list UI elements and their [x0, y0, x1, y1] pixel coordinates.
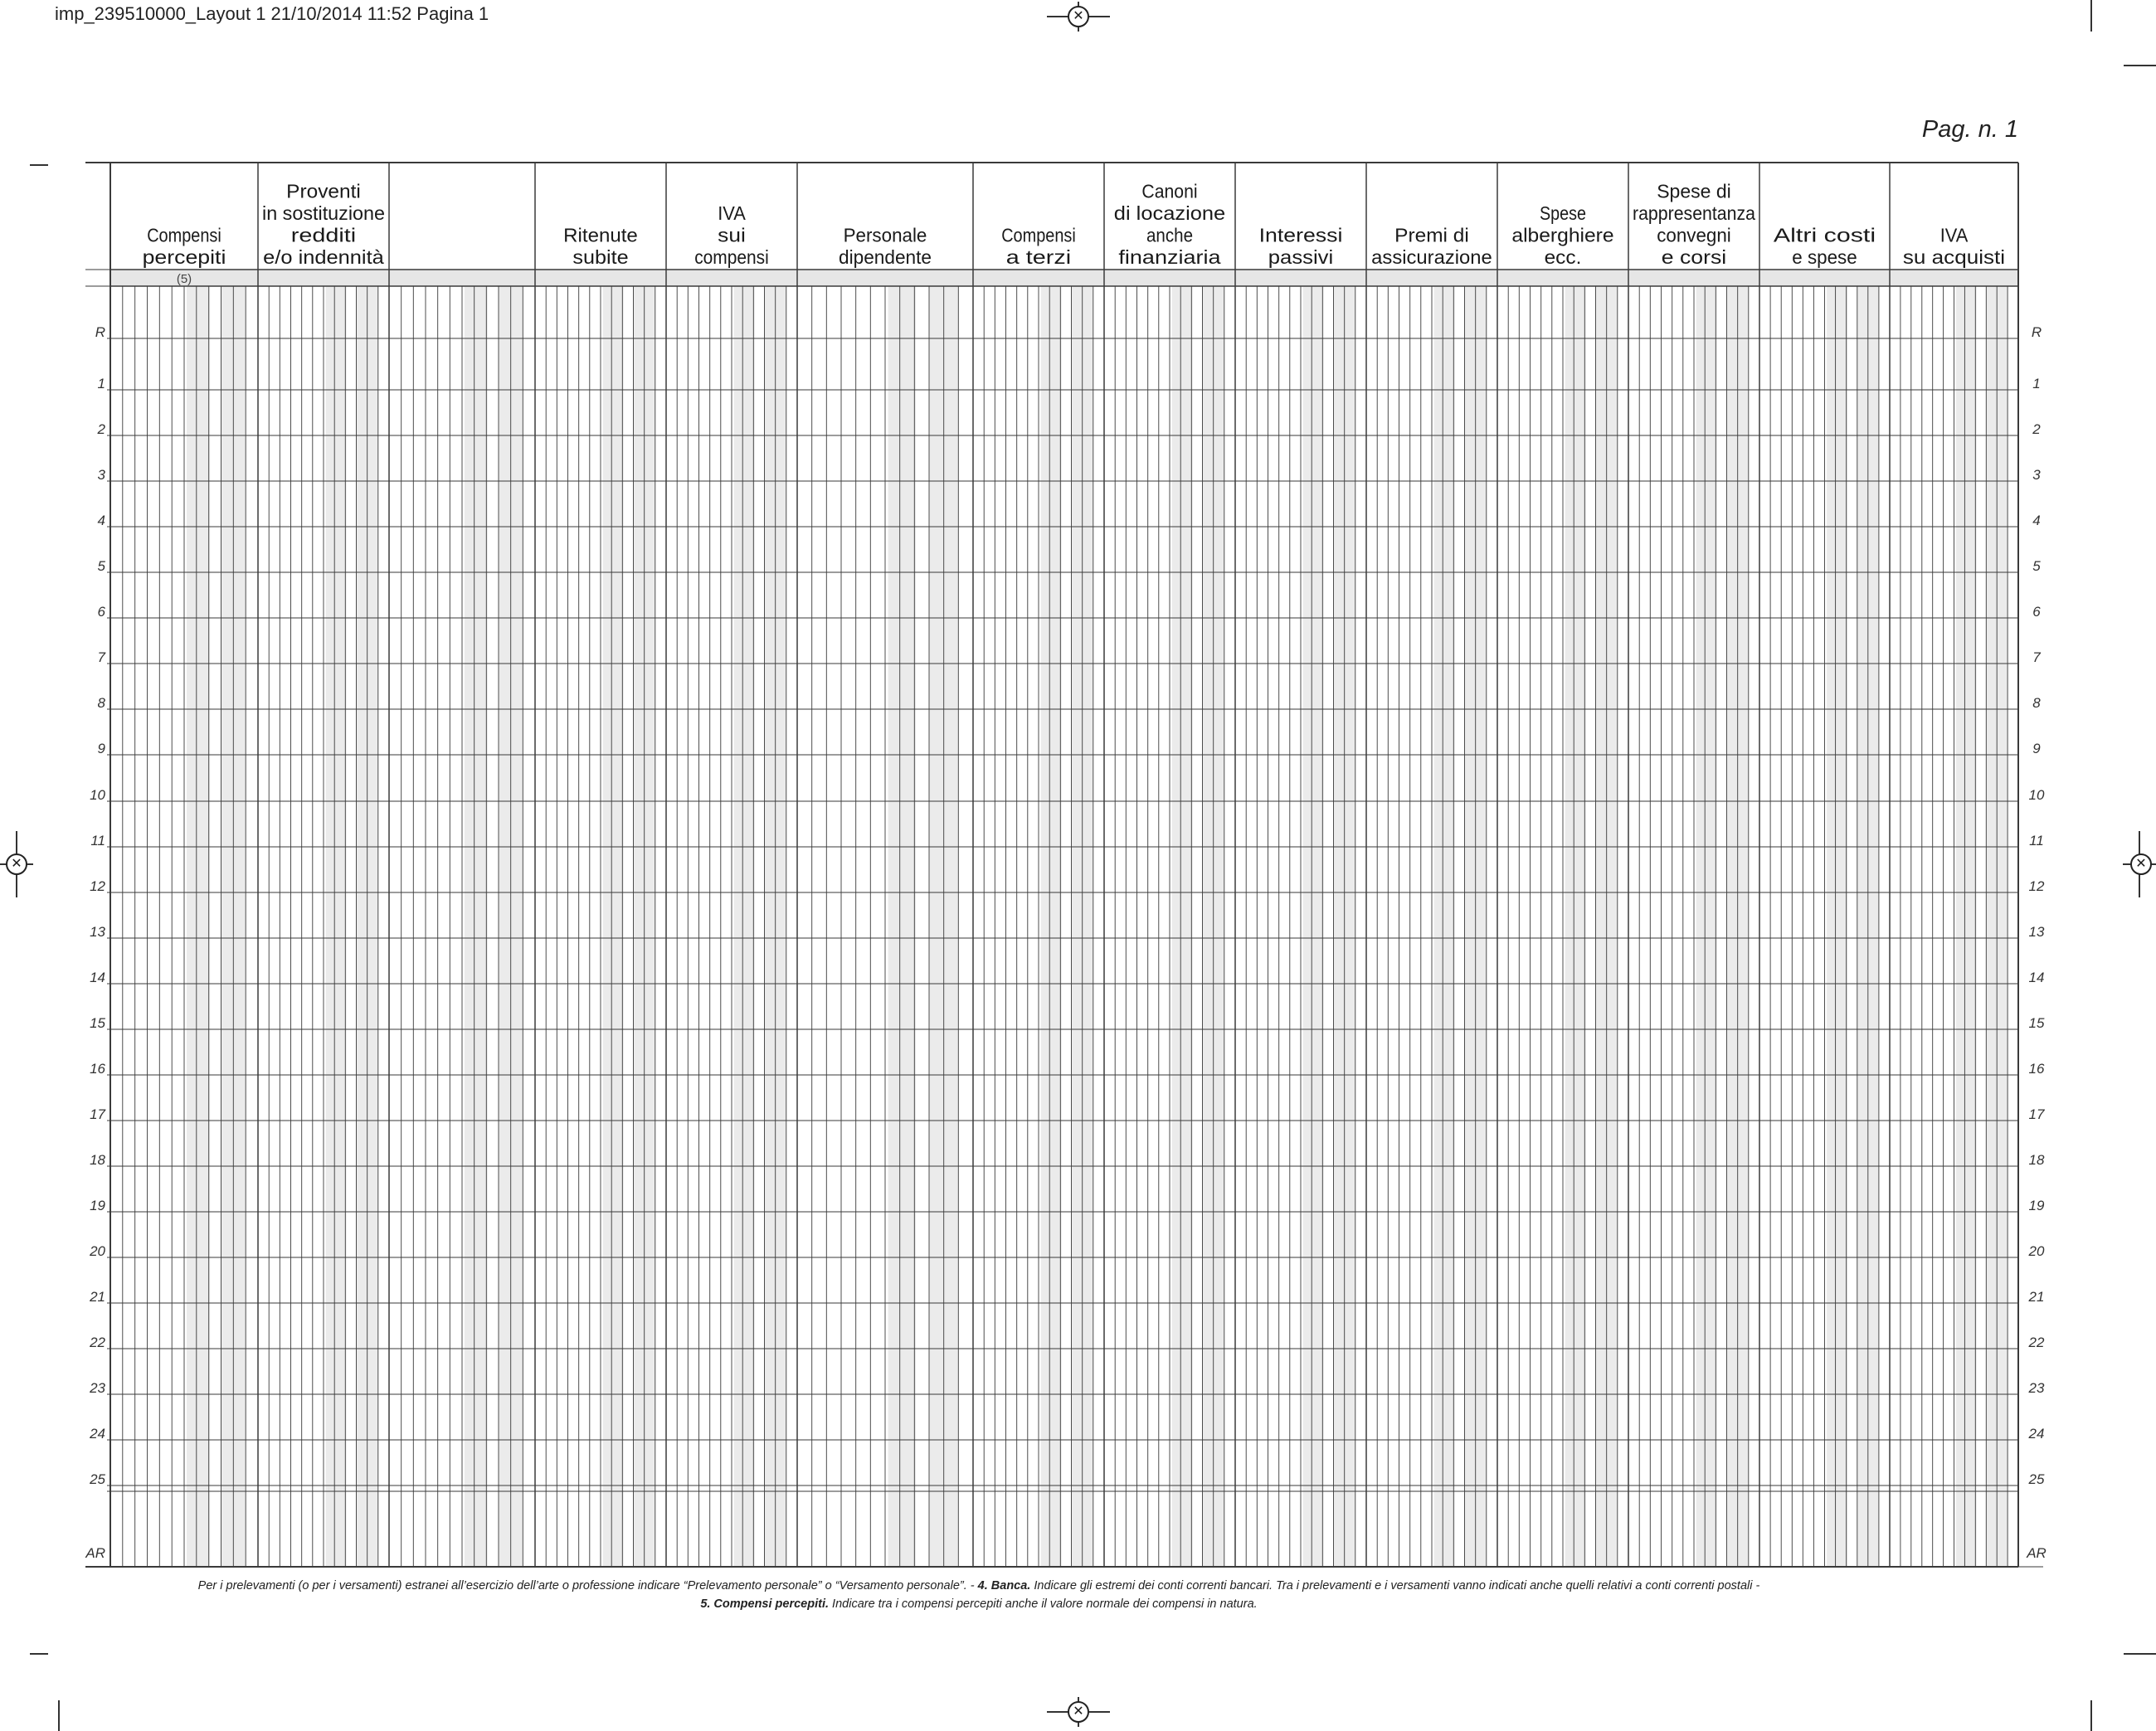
footnote — [83, 1577, 1875, 1613]
row-label-right: 15 — [2028, 1015, 2045, 1031]
column-header-proventi: redditi — [290, 224, 357, 246]
row-label-right: AR — [2027, 1545, 2046, 1561]
row-label-left: AR — [85, 1545, 105, 1561]
row-label-left: 22 — [90, 1335, 105, 1350]
column-header-spese-alberghiere: ecc. — [1544, 246, 1582, 268]
footnote-line-2 — [83, 1595, 1875, 1613]
column-header-iva-sui-compensi: sui — [718, 224, 746, 246]
column-header-personale-dipendente: Personale — [843, 224, 927, 246]
row-label-left: R — [95, 324, 105, 340]
row-label-right: 3 — [2032, 467, 2041, 483]
column-header-interessi-passivi: Interessi — [1258, 224, 1343, 246]
column-header-ritenute-subite: Ritenute — [563, 224, 638, 246]
row-label-right: 16 — [2028, 1061, 2045, 1077]
row-label-right: 25 — [2028, 1471, 2045, 1487]
column-header-iva-sui-compensi: IVA — [718, 202, 747, 224]
row-label-left: 7 — [97, 649, 105, 665]
column-header-canoni-di-locazione: di locazione — [1113, 202, 1226, 224]
column-header-canoni-di-locazione: Canoni — [1141, 180, 1198, 202]
row-label-left: 14 — [90, 970, 105, 985]
column-header-interessi-passivi: passivi — [1268, 246, 1334, 268]
column-shade-band — [465, 286, 488, 1567]
row-label-left: 15 — [90, 1015, 105, 1031]
crop-mark-top-right-h — [2124, 65, 2156, 66]
column-header-premi-di-assicurazione: Premi di — [1394, 224, 1469, 246]
row-label-left: 8 — [97, 695, 105, 711]
column-note-compensi-percepiti: (5) — [176, 272, 192, 286]
row-label-right: 22 — [2028, 1335, 2045, 1350]
column-header-compensi-a-terzi: Compensi — [1001, 224, 1076, 246]
crop-mark-bottom-right — [2090, 1700, 2092, 1731]
row-label-right: 5 — [2032, 558, 2041, 574]
row-label-left: 5 — [97, 558, 105, 574]
row-label-right: 14 — [2028, 970, 2045, 985]
column-header-altri-costi: Altri costi — [1773, 224, 1876, 246]
column-header-spese-di-rappresentanza: rappresentanza — [1633, 202, 1756, 224]
column-shade-band — [888, 286, 917, 1567]
crop-mark-bottom-left — [58, 1700, 60, 1731]
registration-mark-right: ✕ — [2123, 831, 2156, 897]
column-header-proventi: in sostituzione — [262, 202, 385, 224]
row-label-right: 20 — [2028, 1243, 2045, 1259]
row-label-left: 2 — [97, 421, 105, 437]
column-header-personale-dipendente: dipendente — [839, 246, 932, 268]
page-number: Pag. n. 1 — [1921, 116, 2018, 143]
column-shade-band — [187, 286, 210, 1567]
footnote-compensi-title: 5. Compensi percepiti. — [700, 1597, 830, 1611]
column-shade-band — [1956, 286, 1977, 1567]
row-label-right: 19 — [2028, 1198, 2045, 1213]
row-label-right: 10 — [2028, 787, 2045, 803]
row-label-left: 25 — [90, 1471, 105, 1487]
crop-mark-right-lower — [2124, 1653, 2156, 1655]
row-label-right: 23 — [2028, 1380, 2045, 1396]
crop-mark-top-right — [2090, 0, 2092, 32]
column-shade-band — [1565, 286, 1586, 1567]
row-label-left: 20 — [90, 1243, 105, 1259]
row-label-left: 12 — [90, 878, 105, 894]
column-header-compensi-a-terzi: a terzi — [1005, 246, 1072, 268]
footnote-line-1 — [83, 1577, 1875, 1595]
column-header-spese-di-rappresentanza: convegni — [1657, 224, 1731, 246]
column-header-spese-di-rappresentanza: Spese di — [1657, 180, 1731, 202]
row-label-right: 8 — [2032, 695, 2041, 711]
row-label-left: 6 — [97, 604, 105, 620]
column-shade-band — [1172, 286, 1193, 1567]
row-label-right: 18 — [2028, 1152, 2045, 1168]
registration-mark-bottom: ✕ — [1047, 1697, 1110, 1727]
column-header-spese-di-rappresentanza: e corsi — [1661, 246, 1727, 268]
column-shade-band — [1041, 286, 1062, 1567]
row-label-right: 7 — [2032, 649, 2041, 665]
column-header-compensi-percepiti: percepiti — [142, 246, 226, 268]
column-header-premi-di-assicurazione: assicurazione — [1371, 246, 1492, 268]
column-header-compensi-percepiti: Compensi — [147, 224, 221, 246]
row-label-right: 13 — [2028, 924, 2045, 940]
row-label-left: 23 — [90, 1380, 105, 1396]
row-label-right: 17 — [2028, 1106, 2045, 1122]
row-label-left: 18 — [90, 1152, 105, 1168]
column-shade-band — [1696, 286, 1717, 1567]
row-label-left: 24 — [90, 1426, 105, 1442]
row-label-left: 10 — [90, 787, 105, 803]
row-label-right: 2 — [2032, 421, 2041, 437]
column-header-iva-su-acquisti: su acquisti — [1902, 246, 2006, 268]
column-header-iva-sui-compensi: compensi — [694, 246, 769, 268]
footnote-text-1b: Indicare gli estremi dei conti correnti bancari. Tra i prelevamenti e i versamenti vanno indicati anche quelli relativi a conti correnti postali - — [1030, 1579, 1760, 1592]
footnote-text-1a: Per i prelevamenti (o per i versamenti) estranei all’esercizio dell’arte o professione indicare “Prelevamento personale” o “Versamento personale”. - — [197, 1579, 978, 1592]
column-header-canoni-di-locazione: finanziaria — [1118, 246, 1221, 268]
column-shade-band — [734, 286, 755, 1567]
registration-mark-top: ✕ — [1047, 2, 1110, 32]
subheader-band — [110, 270, 2018, 286]
column-shade-band — [1303, 286, 1324, 1567]
footnote-banca-title: 4. Banca. — [977, 1579, 1031, 1592]
registration-mark-left: ✕ — [0, 831, 33, 897]
print-slug: imp_239510000_Layout 1 21/10/2014 11:52 Pagina 1 — [55, 3, 489, 24]
row-label-right: 9 — [2032, 741, 2041, 756]
column-header-spese-alberghiere: alberghiere — [1511, 224, 1614, 246]
row-label-left: 16 — [90, 1061, 105, 1077]
row-label-right: 6 — [2032, 604, 2041, 620]
crop-mark-left-lower — [30, 1653, 48, 1655]
row-label-right: 21 — [2028, 1289, 2045, 1305]
column-shade-band — [1827, 286, 1847, 1567]
column-header-altri-costi: e spese — [1792, 246, 1857, 268]
column-shade-band — [603, 286, 624, 1567]
row-label-right: 11 — [2029, 833, 2044, 848]
row-label-left: 1 — [97, 376, 105, 391]
column-header-canoni-di-locazione: anche — [1146, 224, 1193, 246]
column-header-spese-alberghiere: Spese — [1540, 202, 1586, 224]
row-label-left: 3 — [97, 467, 105, 483]
column-header-proventi: Proventi — [286, 180, 361, 202]
column-header-iva-su-acquisti: IVA — [1939, 224, 1969, 246]
row-label-right: 12 — [2028, 878, 2045, 894]
row-label-left: 4 — [97, 513, 105, 528]
row-label-left: 19 — [90, 1198, 105, 1213]
row-label-left: 21 — [90, 1289, 105, 1305]
column-shade-band — [326, 286, 347, 1567]
row-label-right: 24 — [2028, 1426, 2045, 1442]
row-label-left: 13 — [90, 924, 105, 940]
row-label-right: 1 — [2032, 376, 2041, 391]
column-shade-band — [1434, 286, 1455, 1567]
footnote-text-2: Indicare tra i compensi percepiti anche il valore normale dei compensi in natura. — [829, 1597, 1258, 1611]
column-header-ritenute-subite: subite — [572, 246, 629, 268]
row-label-left: 9 — [97, 741, 105, 756]
column-header-proventi: e/o indennità — [263, 246, 385, 268]
row-label-right: 4 — [2032, 513, 2041, 528]
row-label-left: 11 — [90, 833, 105, 848]
row-label-left: 17 — [90, 1106, 105, 1122]
row-label-right: R — [2031, 324, 2042, 340]
crop-mark-left-upper — [30, 164, 48, 166]
